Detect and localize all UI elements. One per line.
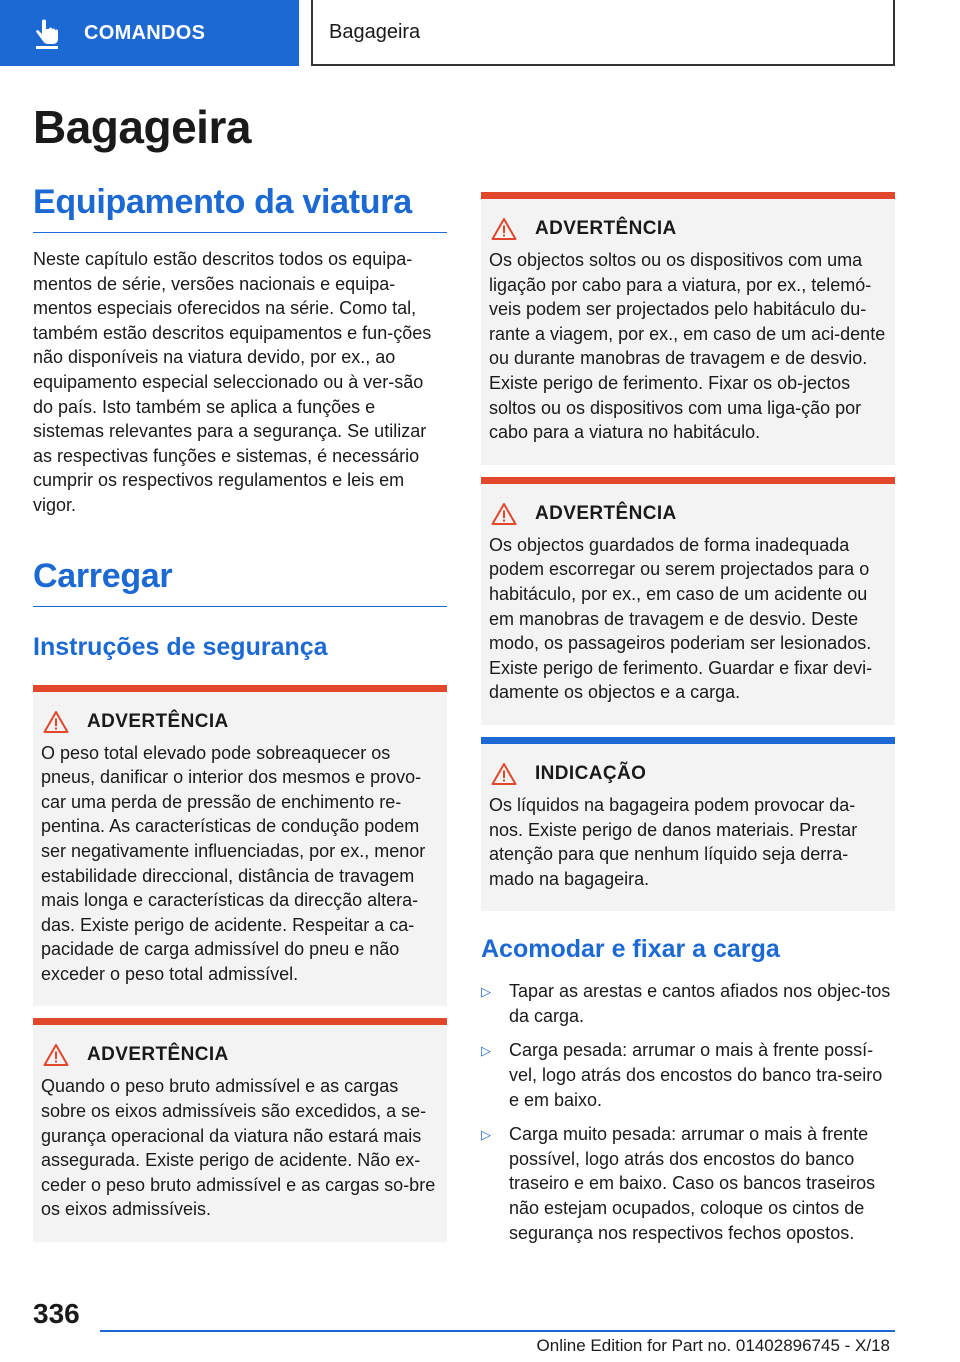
list-item-text: Carga muito pesada: arrumar o mais à frente possível, logo atrás dos encostos do banco traseiro e em baixo. Caso os bancos traseiros não estejam ocupados, coloque os cintos de segurança nos respectivos fechos opostos.: [509, 1124, 876, 1243]
warning-triangle-icon: [43, 1042, 71, 1068]
warning-text: O peso total elevado pode sobreaquecer os pneus, danificar o interior dos mesmos e provo-car uma perda de pressão de enchimento re-pentina. As características de condução podem ser negativamente influenciadas, por ex., menor estabilidade direccional, distância de travagem mais longa e características da direcção altera-das. Existe perigo de acidente. Respeitar a ca-pacidade de carga admissível do pneu e não exceder o peso total admissível.: [41, 742, 426, 984]
warning-box: [33, 685, 447, 1007]
warning-triangle-icon: [43, 709, 71, 735]
list-item-text: Tapar as arestas e cantos afiados nos objec-tos da carga.: [509, 981, 891, 1026]
section-title-equipment: Equipamento da viatura: [33, 180, 447, 233]
footer-divider: [100, 1330, 895, 1332]
warning-box: [481, 192, 895, 465]
warning-title: ADVERTÊNCIA: [535, 502, 677, 524]
warning-title: ADVERTÊNCIA: [535, 218, 677, 239]
left-column: [33, 100, 447, 1242]
fixing-list: [481, 979, 895, 1245]
notice-box: [481, 737, 895, 911]
warning-title: ADVERTÊNCIA: [87, 710, 229, 732]
hand-pointer-icon: [30, 16, 64, 50]
list-item: [481, 979, 895, 1028]
list-item: [481, 1038, 895, 1112]
warning-triangle-icon: [491, 216, 519, 242]
triangle-bullet-icon: ▷: [481, 1127, 491, 1143]
subsection-title-fixing: Acomodar e fixar a carga: [481, 935, 780, 964]
warning-title: ADVERTÊNCIA: [87, 1044, 229, 1066]
notice-text: Os líquidos na bagageira podem provocar da-nos. Existe perigo de danos materiais. Prestar atenção para que nenhum líquido seja derra-mado na bagageira.: [489, 794, 858, 889]
header-tab-comandos[interactable]: [0, 0, 299, 66]
list-item-text: Carga pesada: arrumar o mais à frente possí-vel, logo atrás dos encostos do banco tra-seiro e em baixo.: [509, 1040, 883, 1110]
triangle-bullet-icon: ▷: [481, 1043, 491, 1059]
page-title: Bagageira: [33, 101, 251, 153]
warning-box: [33, 1018, 447, 1242]
subsection-title-safety: Instruções de segurança: [33, 632, 328, 661]
warning-text: Os objectos guardados de forma inadequada podem escorregar ou serem projectados para o habitáculo, por ex., em caso de um acidente ou em manobras de travagem e de desvio. Deste modo, os passageiros poderiam ser lesionados. Existe perigo de ferimento. Guardar e fixar devi-damente os objectos e a carga.: [489, 534, 873, 703]
warning-text: Os objectos soltos ou os dispositivos com uma ligação por cabo para a viatura, por ex., telemó-veis podem ser projectados pelo habitáculo du-rante a viagem, por ex., em caso de um aci-dente ou durante manobras de travagem e de desvio. Existe perigo de ferimento. Fixar os ob-jectos soltos ou os dispositivos com uma liga-ção por cabo para a viatura no habitáculo.: [489, 250, 886, 443]
equipment-paragraph: Neste capítulo estão descritos todos os equipa-mentos de série, versões nacionais e equipa-mentos especiais oferecidos na série. Como tal, também estão descritos equipamentos e fun-ções não disponíveis na viatura devido, por ex., ao equipamento especial seleccionado ou à ver-são do país. Isto também se aplica a funções e sistemas relevantes para a segurança. Se utilizar as respectivas funções e sistemas, é necessário cumprir os respectivos regulamentos e leis em vigor.: [33, 249, 432, 515]
triangle-bullet-icon: ▷: [481, 984, 491, 1000]
warning-triangle-icon: [491, 501, 519, 527]
warning-triangle-icon: [491, 761, 519, 787]
warning-text: Quando o peso bruto admissível e as cargas sobre os eixos admissíveis são excedidos, a se-gurança operacional da viatura não estará mais assegurada. Existe perigo de acidente. Não ex-ceder o peso bruto admissível e as cargas so-bre os eixos admissíveis.: [41, 1076, 436, 1220]
warning-box: [481, 477, 895, 725]
notice-title: INDICAÇÃO: [535, 762, 647, 784]
list-item: [481, 1122, 895, 1245]
section-title-loading: Carregar: [33, 554, 447, 607]
header-section-label: Bagageira: [329, 20, 421, 43]
right-column: [481, 192, 895, 1255]
header-section-box: [311, 0, 895, 66]
footer-edition-text: Online Edition for Part no. 01402896745 - X/18: [536, 1336, 890, 1355]
page-number: 336: [33, 1298, 80, 1329]
header-tab-label: COMANDOS: [84, 21, 206, 44]
